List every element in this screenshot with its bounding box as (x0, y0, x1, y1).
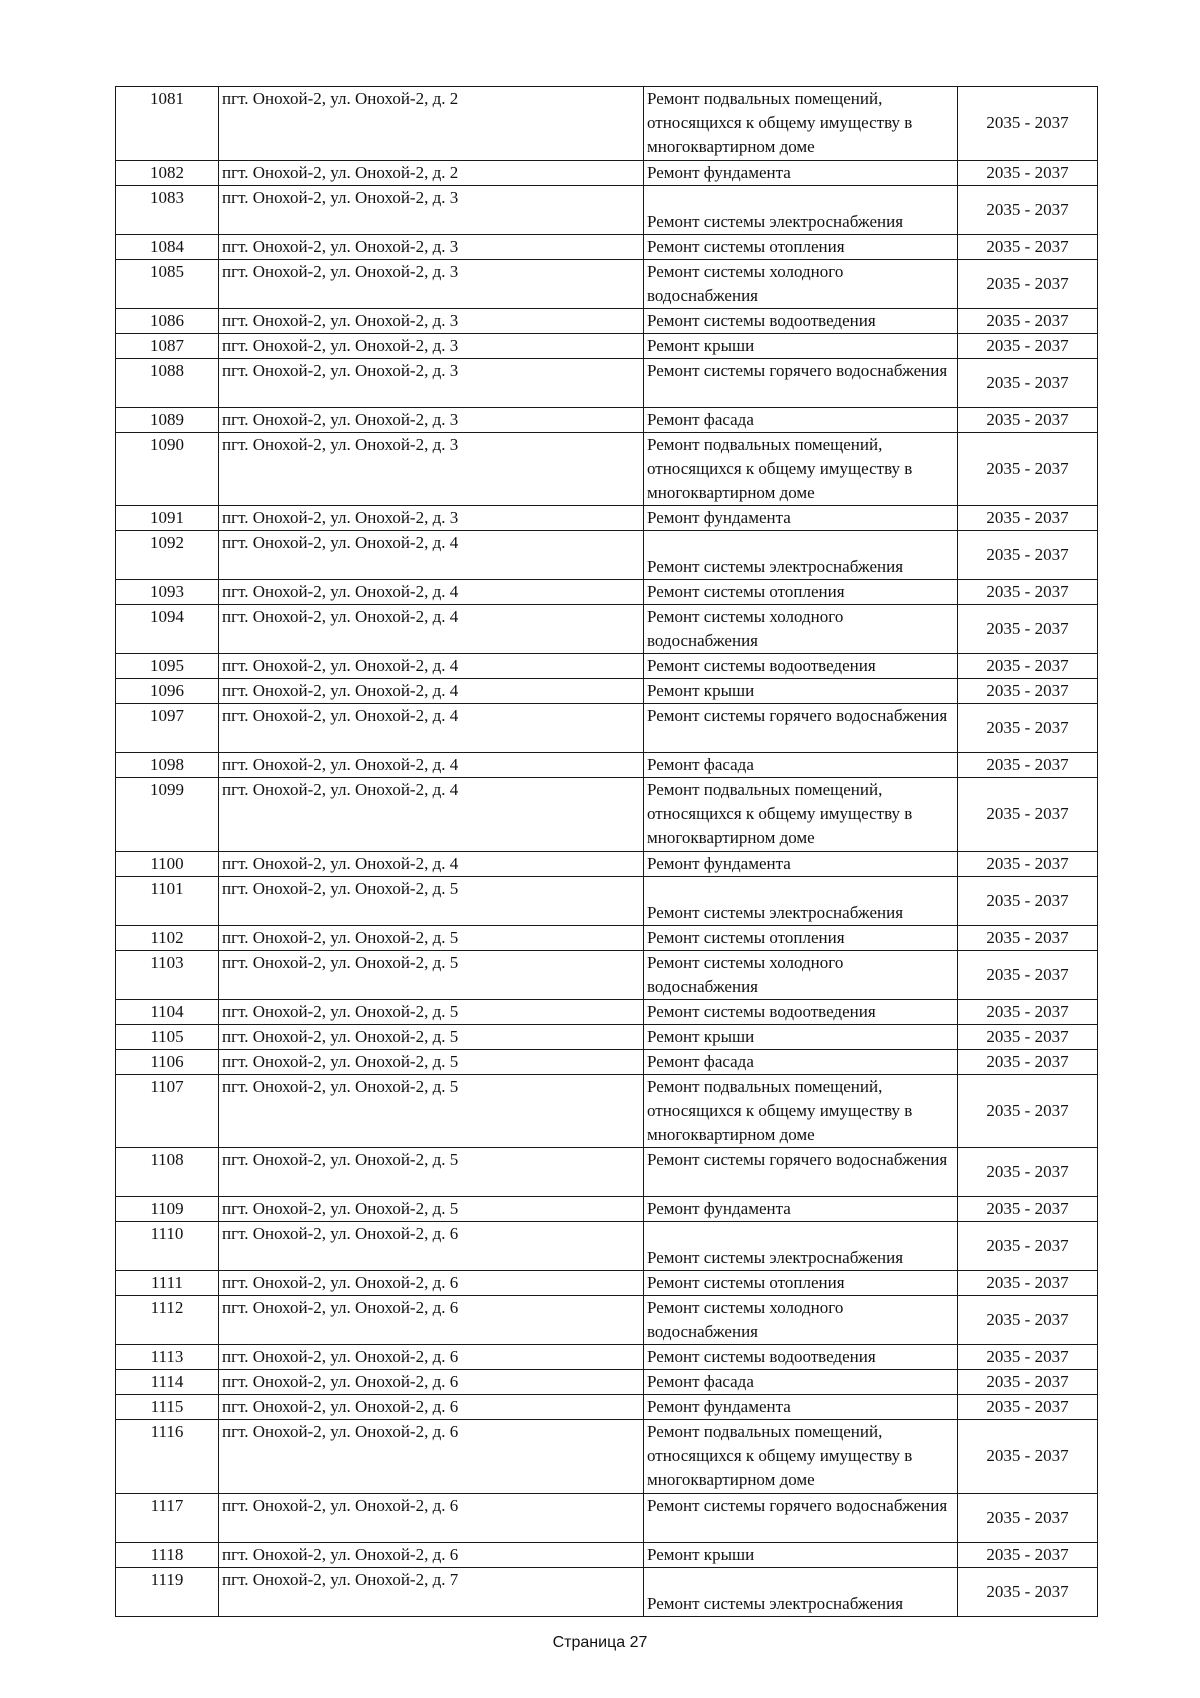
row-number: 1110 (116, 1222, 219, 1271)
row-number: 1098 (116, 753, 219, 778)
table-row (116, 259, 1098, 308)
row-work-type: Ремонт системы водоотведения (644, 1345, 958, 1370)
row-period: 2035 - 2037 (958, 1024, 1098, 1049)
row-number: 1107 (116, 1074, 219, 1148)
row-period: 2035 - 2037 (958, 1420, 1098, 1494)
table-row (116, 1567, 1098, 1616)
row-period: 2035 - 2037 (958, 1567, 1098, 1616)
row-address: пгт. Онохой-2, ул. Онохой-2, д. 5 (219, 925, 644, 950)
row-work-type: Ремонт системы водоотведения (644, 999, 958, 1024)
row-address: пгт. Онохой-2, ул. Онохой-2, д. 5 (219, 1197, 644, 1222)
row-period: 2035 - 2037 (958, 87, 1098, 161)
table-row (116, 308, 1098, 333)
row-number: 1086 (116, 308, 219, 333)
table-row (116, 704, 1098, 753)
row-work-type: Ремонт системы горячего водоснабжения (644, 1148, 958, 1197)
row-address: пгт. Онохой-2, ул. Онохой-2, д. 5 (219, 1074, 644, 1148)
row-period: 2035 - 2037 (958, 1542, 1098, 1567)
row-number: 1081 (116, 87, 219, 161)
row-address: пгт. Онохой-2, ул. Онохой-2, д. 3 (219, 333, 644, 358)
row-address: пгт. Онохой-2, ул. Онохой-2, д. 6 (219, 1345, 644, 1370)
row-address: пгт. Онохой-2, ул. Онохой-2, д. 4 (219, 704, 644, 753)
row-address: пгт. Онохой-2, ул. Онохой-2, д. 5 (219, 950, 644, 999)
row-address: пгт. Онохой-2, ул. Онохой-2, д. 5 (219, 1148, 644, 1197)
row-number: 1116 (116, 1420, 219, 1494)
row-period: 2035 - 2037 (958, 1395, 1098, 1420)
row-number: 1085 (116, 259, 219, 308)
table-row (116, 876, 1098, 925)
row-address: пгт. Онохой-2, ул. Онохой-2, д. 4 (219, 753, 644, 778)
table-row (116, 1296, 1098, 1345)
row-address: пгт. Онохой-2, ул. Онохой-2, д. 6 (219, 1222, 644, 1271)
row-work-type: Ремонт фасада (644, 407, 958, 432)
table-row (116, 1395, 1098, 1420)
row-number: 1109 (116, 1197, 219, 1222)
row-period: 2035 - 2037 (958, 407, 1098, 432)
table-body (116, 87, 1098, 1617)
row-address: пгт. Онохой-2, ул. Онохой-2, д. 4 (219, 851, 644, 876)
row-address: пгт. Онохой-2, ул. Онохой-2, д. 4 (219, 654, 644, 679)
row-work-type: Ремонт фундамента (644, 506, 958, 531)
row-work-type: Ремонт фундамента (644, 851, 958, 876)
row-address: пгт. Онохой-2, ул. Онохой-2, д. 4 (219, 679, 644, 704)
table-row (116, 753, 1098, 778)
table-row (116, 160, 1098, 185)
row-number: 1097 (116, 704, 219, 753)
table-row (116, 1222, 1098, 1271)
row-address: пгт. Онохой-2, ул. Онохой-2, д. 7 (219, 1567, 644, 1616)
row-address: пгт. Онохой-2, ул. Онохой-2, д. 2 (219, 160, 644, 185)
row-number: 1115 (116, 1395, 219, 1420)
row-work-type: Ремонт крыши (644, 679, 958, 704)
row-work-type: Ремонт фундамента (644, 160, 958, 185)
row-number: 1095 (116, 654, 219, 679)
row-period: 2035 - 2037 (958, 1148, 1098, 1197)
row-number: 1101 (116, 876, 219, 925)
row-work-type: Ремонт фасада (644, 1370, 958, 1395)
row-number: 1108 (116, 1148, 219, 1197)
row-address: пгт. Онохой-2, ул. Онохой-2, д. 4 (219, 605, 644, 654)
page-number: Страница 27 (552, 1634, 648, 1651)
row-period: 2035 - 2037 (958, 753, 1098, 778)
row-work-type: Ремонт системы холодного водоснабжения (644, 950, 958, 999)
row-work-type: Ремонт системы водоотведения (644, 308, 958, 333)
row-period: 2035 - 2037 (958, 778, 1098, 852)
row-work-type: Ремонт системы отопления (644, 234, 958, 259)
row-address: пгт. Онохой-2, ул. Онохой-2, д. 5 (219, 999, 644, 1024)
row-address: пгт. Онохой-2, ул. Онохой-2, д. 3 (219, 407, 644, 432)
row-number: 1112 (116, 1296, 219, 1345)
table-row (116, 407, 1098, 432)
row-address: пгт. Онохой-2, ул. Онохой-2, д. 6 (219, 1296, 644, 1345)
row-work-type: Ремонт системы горячего водоснабжения (644, 704, 958, 753)
row-period: 2035 - 2037 (958, 950, 1098, 999)
row-work-type: Ремонт системы отопления (644, 580, 958, 605)
row-period: 2035 - 2037 (958, 333, 1098, 358)
row-period: 2035 - 2037 (958, 654, 1098, 679)
row-period: 2035 - 2037 (958, 1345, 1098, 1370)
row-period: 2035 - 2037 (958, 1296, 1098, 1345)
row-period: 2035 - 2037 (958, 876, 1098, 925)
row-number: 1099 (116, 778, 219, 852)
table-row (116, 679, 1098, 704)
row-period: 2035 - 2037 (958, 531, 1098, 580)
row-period: 2035 - 2037 (958, 1271, 1098, 1296)
table-row (116, 950, 1098, 999)
row-work-type: Ремонт системы холодного водоснабжения (644, 605, 958, 654)
table-row (116, 1148, 1098, 1197)
row-number: 1104 (116, 999, 219, 1024)
row-work-type: Ремонт системы холодного водоснабжения (644, 259, 958, 308)
row-address: пгт. Онохой-2, ул. Онохой-2, д. 3 (219, 259, 644, 308)
table-row (116, 999, 1098, 1024)
row-work-type: Ремонт фундамента (644, 1395, 958, 1420)
row-address: пгт. Онохой-2, ул. Онохой-2, д. 6 (219, 1542, 644, 1567)
table-row (116, 654, 1098, 679)
table-row (116, 185, 1098, 234)
table-row (116, 1542, 1098, 1567)
row-number: 1087 (116, 333, 219, 358)
row-work-type: Ремонт подвальных помещений, относящихся к общему имуществу в многоквартирном доме (644, 1420, 958, 1494)
table-row (116, 506, 1098, 531)
row-number: 1118 (116, 1542, 219, 1567)
row-address: пгт. Онохой-2, ул. Онохой-2, д. 3 (219, 234, 644, 259)
row-address: пгт. Онохой-2, ул. Онохой-2, д. 6 (219, 1370, 644, 1395)
row-address: пгт. Онохой-2, ул. Онохой-2, д. 4 (219, 531, 644, 580)
table-row (116, 432, 1098, 506)
table-row (116, 234, 1098, 259)
row-work-type: Ремонт системы горячего водоснабжения (644, 1493, 958, 1542)
row-number: 1105 (116, 1024, 219, 1049)
row-work-type: Ремонт системы водоотведения (644, 654, 958, 679)
row-period: 2035 - 2037 (958, 999, 1098, 1024)
row-period: 2035 - 2037 (958, 1049, 1098, 1074)
row-period: 2035 - 2037 (958, 160, 1098, 185)
row-address: пгт. Онохой-2, ул. Онохой-2, д. 6 (219, 1493, 644, 1542)
row-address: пгт. Онохой-2, ул. Онохой-2, д. 3 (219, 308, 644, 333)
row-period: 2035 - 2037 (958, 605, 1098, 654)
row-address: пгт. Онохой-2, ул. Онохой-2, д. 6 (219, 1271, 644, 1296)
row-number: 1103 (116, 950, 219, 999)
row-period: 2035 - 2037 (958, 358, 1098, 407)
row-number: 1096 (116, 679, 219, 704)
row-work-type: Ремонт подвальных помещений, относящихся к общему имуществу в многоквартирном доме (644, 432, 958, 506)
row-period: 2035 - 2037 (958, 580, 1098, 605)
table-row (116, 1420, 1098, 1494)
table-row (116, 851, 1098, 876)
table-row (116, 1370, 1098, 1395)
row-period: 2035 - 2037 (958, 185, 1098, 234)
row-number: 1088 (116, 358, 219, 407)
row-work-type: Ремонт системы холодного водоснабжения (644, 1296, 958, 1345)
row-period: 2035 - 2037 (958, 234, 1098, 259)
row-work-type: Ремонт системы электроснабжения (644, 1222, 958, 1271)
row-work-type: Ремонт системы электроснабжения (644, 876, 958, 925)
table-row (116, 925, 1098, 950)
row-work-type: Ремонт фасада (644, 753, 958, 778)
row-number: 1100 (116, 851, 219, 876)
row-number: 1089 (116, 407, 219, 432)
row-number: 1119 (116, 1567, 219, 1616)
table-row (116, 1271, 1098, 1296)
row-address: пгт. Онохой-2, ул. Онохой-2, д. 6 (219, 1420, 644, 1494)
row-work-type: Ремонт подвальных помещений, относящихся к общему имуществу в многоквартирном доме (644, 87, 958, 161)
row-number: 1094 (116, 605, 219, 654)
row-period: 2035 - 2037 (958, 1493, 1098, 1542)
row-work-type: Ремонт крыши (644, 333, 958, 358)
row-period: 2035 - 2037 (958, 432, 1098, 506)
row-address: пгт. Онохой-2, ул. Онохой-2, д. 4 (219, 580, 644, 605)
row-number: 1093 (116, 580, 219, 605)
row-number: 1082 (116, 160, 219, 185)
row-period: 2035 - 2037 (958, 1222, 1098, 1271)
row-number: 1114 (116, 1370, 219, 1395)
row-number: 1084 (116, 234, 219, 259)
table-row (116, 1049, 1098, 1074)
row-period: 2035 - 2037 (958, 704, 1098, 753)
row-work-type: Ремонт системы электроснабжения (644, 185, 958, 234)
row-number: 1113 (116, 1345, 219, 1370)
row-address: пгт. Онохой-2, ул. Онохой-2, д. 3 (219, 432, 644, 506)
row-number: 1091 (116, 506, 219, 531)
table-row (116, 358, 1098, 407)
row-number: 1083 (116, 185, 219, 234)
row-work-type: Ремонт системы отопления (644, 1271, 958, 1296)
row-number: 1092 (116, 531, 219, 580)
table-row (116, 605, 1098, 654)
table-row (116, 1493, 1098, 1542)
table-row (116, 333, 1098, 358)
table-row (116, 580, 1098, 605)
row-address: пгт. Онохой-2, ул. Онохой-2, д. 5 (219, 1049, 644, 1074)
table-row (116, 1074, 1098, 1148)
row-address: пгт. Онохой-2, ул. Онохой-2, д. 3 (219, 506, 644, 531)
row-work-type: Ремонт подвальных помещений, относящихся к общему имуществу в многоквартирном доме (644, 778, 958, 852)
row-period: 2035 - 2037 (958, 1074, 1098, 1148)
row-address: пгт. Онохой-2, ул. Онохой-2, д. 6 (219, 1395, 644, 1420)
row-address: пгт. Онохой-2, ул. Онохой-2, д. 4 (219, 778, 644, 852)
row-work-type: Ремонт системы электроснабжения (644, 531, 958, 580)
row-number: 1090 (116, 432, 219, 506)
table-row (116, 1345, 1098, 1370)
row-address: пгт. Онохой-2, ул. Онохой-2, д. 3 (219, 358, 644, 407)
row-period: 2035 - 2037 (958, 851, 1098, 876)
row-work-type: Ремонт системы отопления (644, 925, 958, 950)
table-row (116, 778, 1098, 852)
row-address: пгт. Онохой-2, ул. Онохой-2, д. 5 (219, 876, 644, 925)
row-work-type: Ремонт крыши (644, 1542, 958, 1567)
row-period: 2035 - 2037 (958, 925, 1098, 950)
row-number: 1111 (116, 1271, 219, 1296)
row-work-type: Ремонт системы горячего водоснабжения (644, 358, 958, 407)
works-table (115, 86, 1098, 1617)
row-period: 2035 - 2037 (958, 1197, 1098, 1222)
row-work-type: Ремонт подвальных помещений, относящихся к общему имуществу в многоквартирном доме (644, 1074, 958, 1148)
row-address: пгт. Онохой-2, ул. Онохой-2, д. 3 (219, 185, 644, 234)
row-period: 2035 - 2037 (958, 259, 1098, 308)
row-number: 1102 (116, 925, 219, 950)
row-work-type: Ремонт системы электроснабжения (644, 1567, 958, 1616)
table-row (116, 1197, 1098, 1222)
row-period: 2035 - 2037 (958, 1370, 1098, 1395)
row-number: 1106 (116, 1049, 219, 1074)
table-row (116, 531, 1098, 580)
row-address: пгт. Онохой-2, ул. Онохой-2, д. 2 (219, 87, 644, 161)
row-number: 1117 (116, 1493, 219, 1542)
table-row (116, 1024, 1098, 1049)
row-work-type: Ремонт фасада (644, 1049, 958, 1074)
row-period: 2035 - 2037 (958, 308, 1098, 333)
row-work-type: Ремонт крыши (644, 1024, 958, 1049)
row-period: 2035 - 2037 (958, 679, 1098, 704)
row-work-type: Ремонт фундамента (644, 1197, 958, 1222)
table-row (116, 87, 1098, 161)
row-address: пгт. Онохой-2, ул. Онохой-2, д. 5 (219, 1024, 644, 1049)
row-period: 2035 - 2037 (958, 506, 1098, 531)
